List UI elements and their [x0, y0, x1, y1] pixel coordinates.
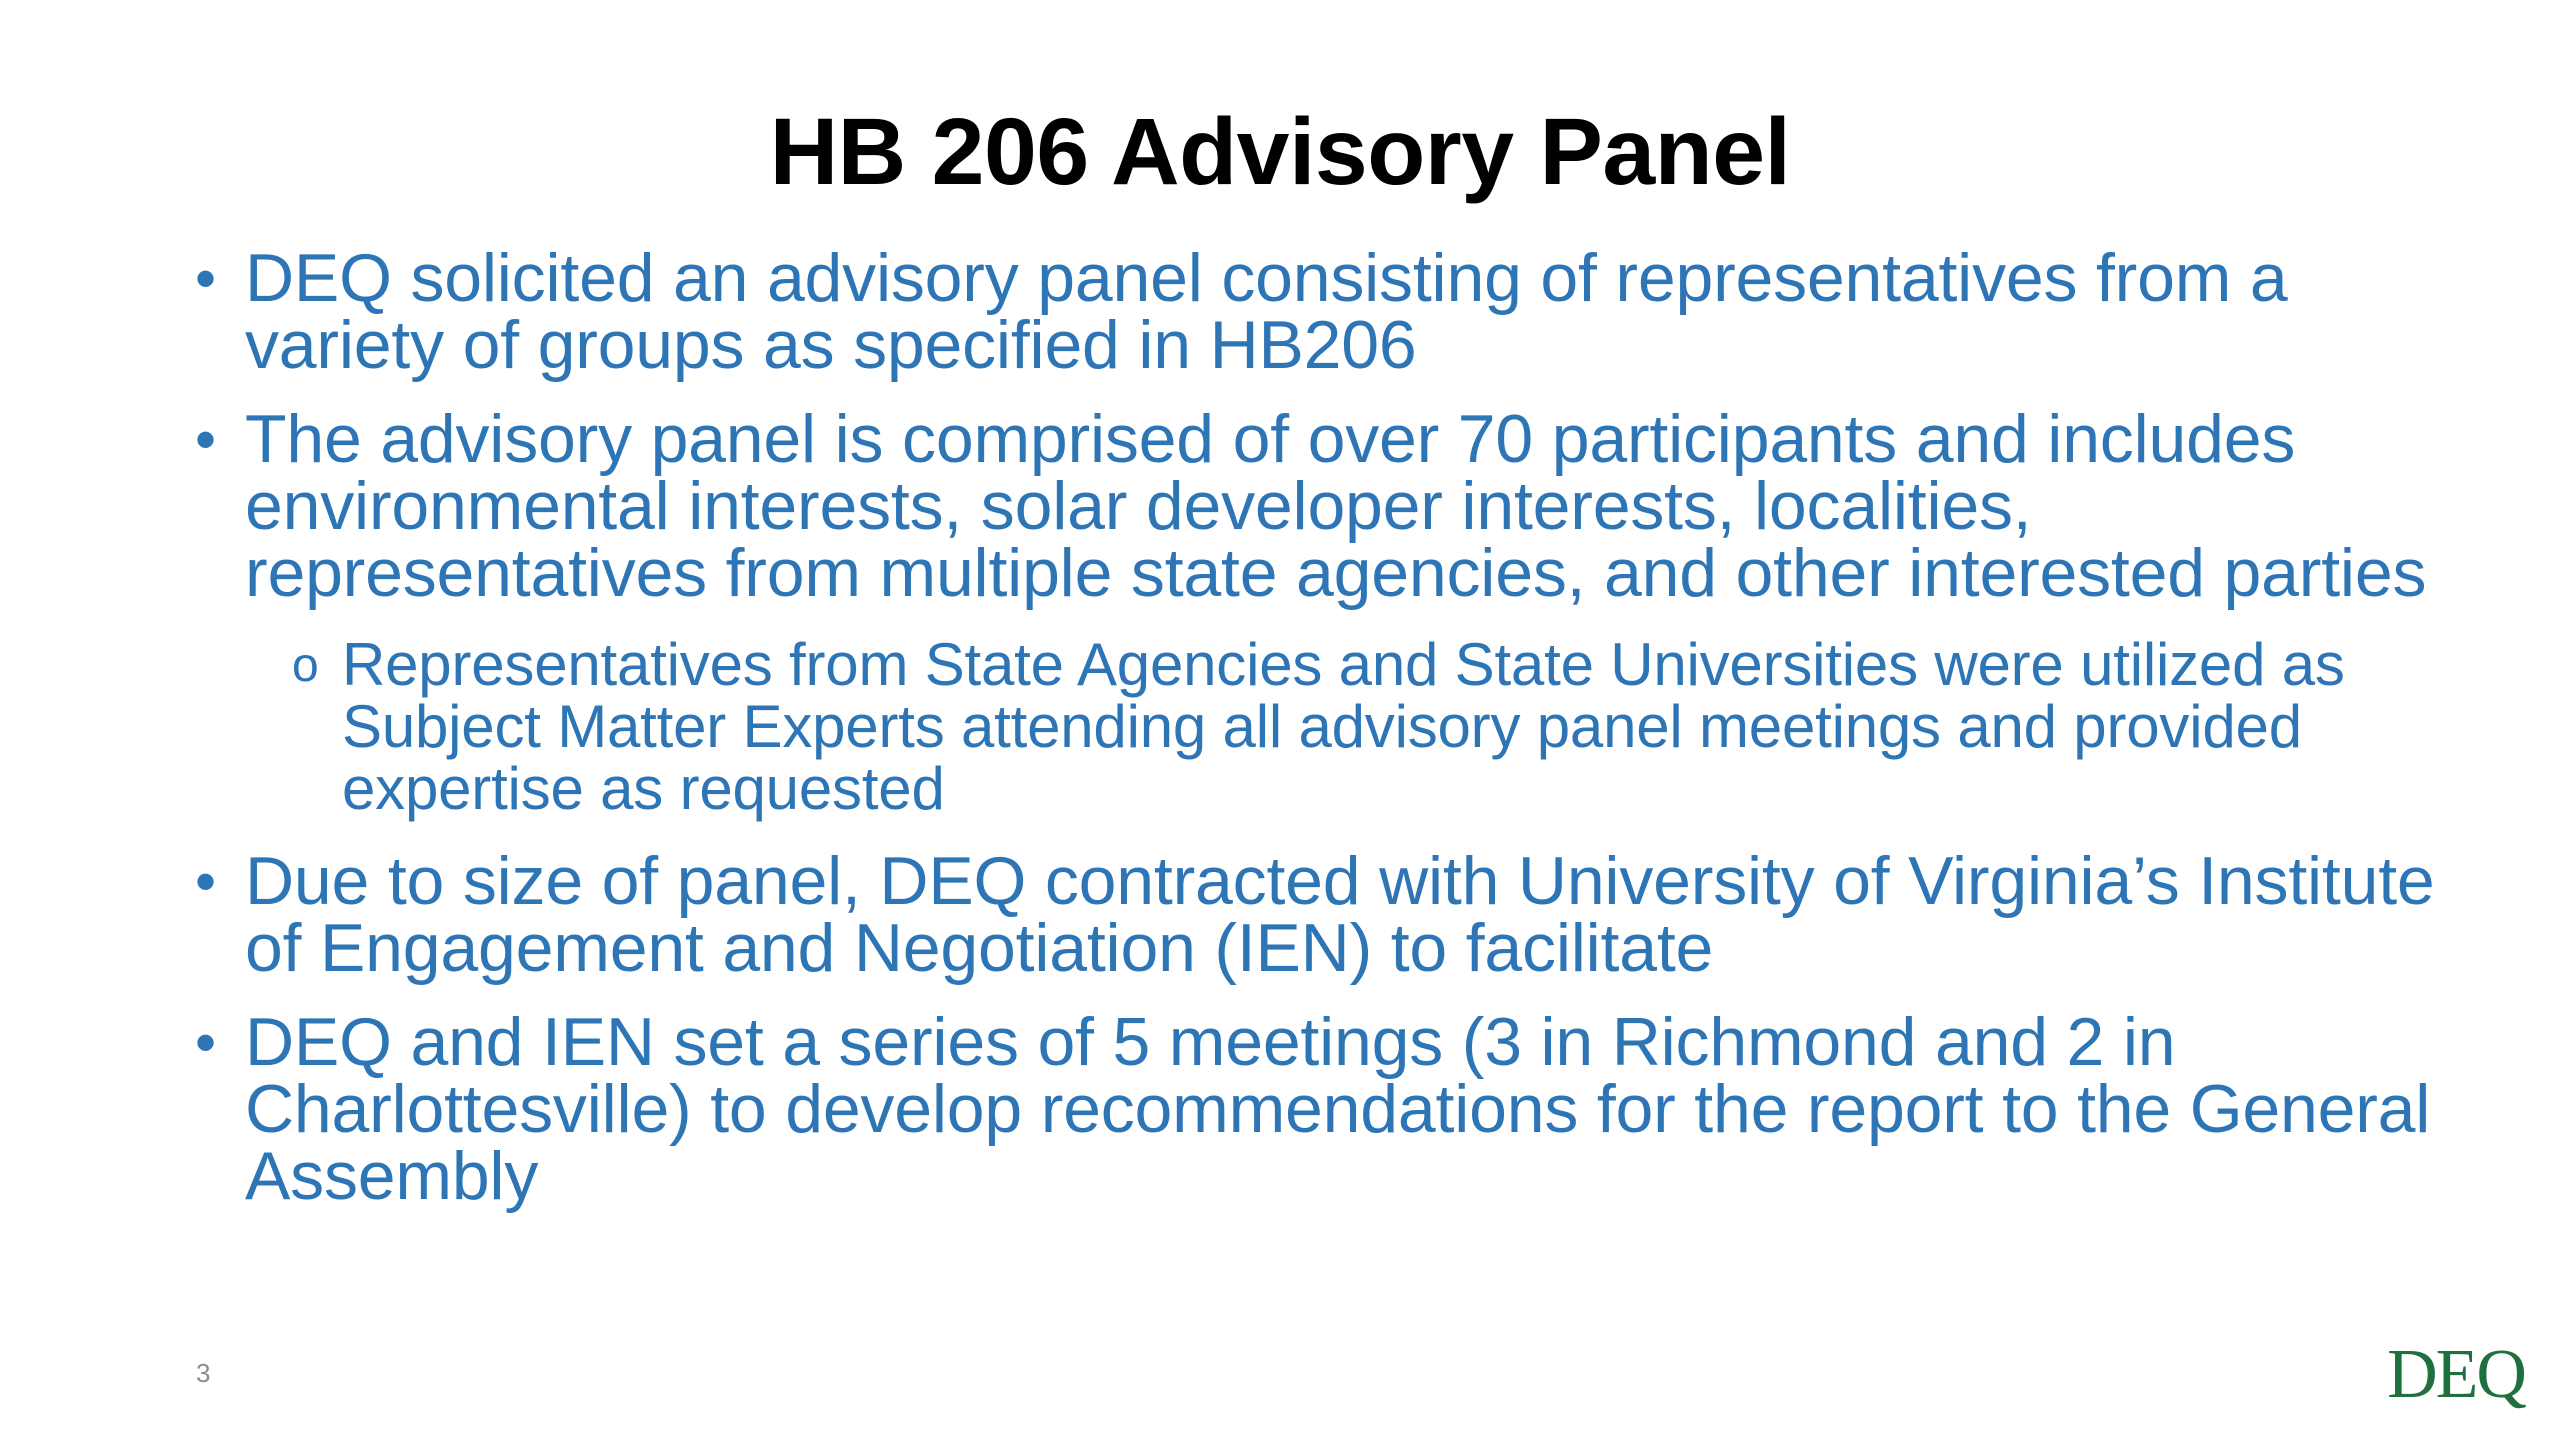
page-number: 3: [196, 1358, 211, 1388]
bullet-list: [195, 240, 2455, 1237]
sub-bullet-item: [195, 631, 2455, 822]
deq-logo: DEQ: [2387, 1336, 2525, 1413]
bullet-item: [195, 1004, 2455, 1214]
bullet-dot: •: [195, 245, 216, 312]
bullet-text: Due to size of panel, DEQ contracted with University of Virginia’s Institute of Engagement and Negotiation (IEN) to facilitate: [245, 843, 2435, 986]
bullet-text: The advisory panel is comprised of over 70 participants and includes environmental interests, solar developer interests, localities, representatives from multiple state agencies, and other interested parties: [245, 401, 2427, 611]
bullet-dot: •: [195, 848, 216, 915]
sub-bullet-text: Representatives from State Agencies and State Universities were utilized as Subject Matter Experts attending all advisory panel meetings and provided expertise as requested: [342, 631, 2345, 822]
bullet-item: [195, 401, 2455, 611]
bullet-item: [195, 843, 2455, 986]
bullet-dot: •: [195, 406, 216, 473]
bullet-text: DEQ solicited an advisory panel consisting of representatives from a variety of groups as specified in HB206: [245, 240, 2288, 383]
bullet-dot: •: [195, 1009, 216, 1076]
bullet-item: [195, 240, 2455, 383]
slide-title: HB 206 Advisory Panel: [769, 99, 1791, 205]
sub-bullet-marker: o: [292, 639, 319, 692]
bullet-text: DEQ and IEN set a series of 5 meetings (3 in Richmond and 2 in Charlottesville) to develop recommendations for the report to the General Assembly: [245, 1004, 2431, 1214]
